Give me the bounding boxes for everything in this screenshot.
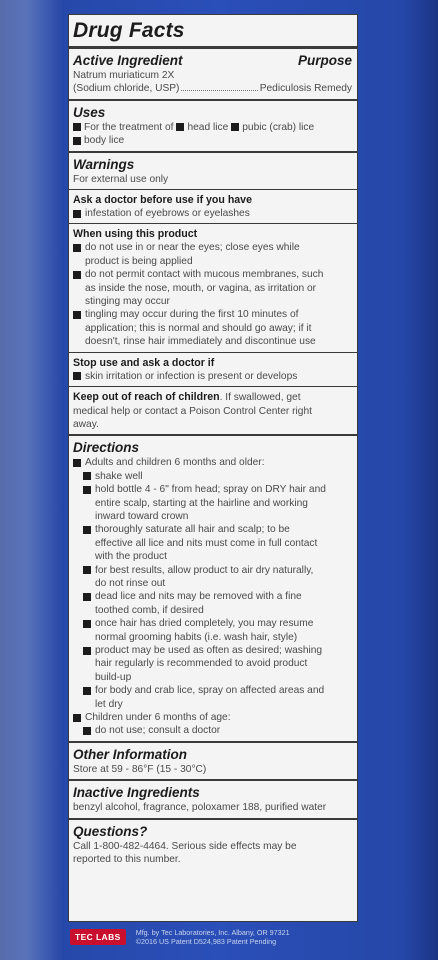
list-item-text: product is being applied xyxy=(85,255,193,267)
list-item-text: effective all lice and nits must come in full contact xyxy=(95,537,318,549)
keep-line xyxy=(73,390,352,404)
active-ingredient-row xyxy=(73,82,352,95)
bullet-square xyxy=(73,137,81,145)
list-item-text: product may be used as often as desired; washing xyxy=(95,645,323,656)
directions-heading: Directions xyxy=(73,440,140,456)
uses-item: pubic (crab) lice xyxy=(242,121,315,133)
list-item-text: inward toward crown xyxy=(95,510,189,522)
list-item xyxy=(73,308,352,348)
inactive-ingredients-heading: Inactive Ingredients xyxy=(73,785,200,801)
when-using-heading: When using this product xyxy=(73,228,198,241)
active-ingredient-heading: Active Ingredient xyxy=(73,53,183,68)
directions-section xyxy=(69,436,357,743)
list-item-text: skin irritation or infection is present or develops xyxy=(85,370,298,382)
drug-facts-title: Drug Facts xyxy=(73,19,185,42)
package-edge-highlight xyxy=(0,0,64,960)
external-use-text: For external use only xyxy=(73,173,169,185)
list-item xyxy=(83,724,352,737)
active-ingredient-section xyxy=(69,49,357,101)
list-item-text: do not permit contact with mucous membranes, such xyxy=(85,269,324,281)
warnings-heading: Warnings xyxy=(73,156,135,172)
bullet-square xyxy=(73,459,81,467)
bullet-square xyxy=(83,647,91,655)
manufacturer-line: Mfg. by Tec Laboratories, Inc. Albany, OR 97321 xyxy=(135,928,290,937)
list-item-text: let dry xyxy=(95,698,123,710)
list-item-body xyxy=(95,523,317,563)
list-item-text: for best results, allow product to air dry naturally, xyxy=(95,564,314,576)
list-item-text: toothed comb, if desired xyxy=(95,604,204,616)
active-heading-row xyxy=(73,52,352,69)
list-item xyxy=(83,644,352,684)
children-directions-list xyxy=(73,724,352,737)
bullet-square xyxy=(83,566,91,574)
keep-text: away. xyxy=(73,418,99,430)
drug-facts-header xyxy=(69,15,357,49)
bullet-square xyxy=(73,244,81,252)
bullet-square xyxy=(73,271,81,279)
when-using-section xyxy=(69,224,357,352)
list-item-text: do not use in or near the eyes; close eyes while xyxy=(85,242,300,254)
bullet-square xyxy=(83,687,91,695)
list-item xyxy=(83,483,352,523)
inactive-ingredients-section xyxy=(69,781,357,819)
list-item xyxy=(83,470,352,483)
adult-directions-list xyxy=(73,470,352,711)
bullet-square xyxy=(73,714,81,722)
adults-label: Adults and children 6 months and older: xyxy=(85,457,265,469)
stop-use-section xyxy=(69,353,357,387)
inactive-ingredients-text: benzyl alcohol, fragrance, poloxamer 188, purified water xyxy=(73,802,327,814)
list-item-body xyxy=(95,470,143,483)
uses-intro: For the treatment of xyxy=(84,121,174,133)
list-item-text: shake well xyxy=(95,470,143,482)
list-item-text: tingling may occur during the first 10 minutes of xyxy=(85,309,299,321)
bullet-square xyxy=(83,620,91,628)
questions-text: reported to this number. xyxy=(73,854,181,866)
list-item-text: infestation of eyebrows or eyelashes xyxy=(85,208,250,220)
list-item-body xyxy=(95,617,313,644)
list-item xyxy=(83,590,352,617)
bullet-square xyxy=(176,123,184,131)
list-item-text: thoroughly saturate all hair and scalp; to be xyxy=(95,524,290,536)
manufacturer-info xyxy=(136,928,290,946)
list-item-text: normal grooming habits (i.e. wash hair, style) xyxy=(95,631,298,643)
uses-item: body lice xyxy=(84,135,125,147)
list-item xyxy=(73,268,352,308)
ask-doctor-section xyxy=(69,190,357,224)
patent-line: ©2016 US Patent D524,983 Patent Pending xyxy=(135,937,277,946)
active-ingredient-usp: (Sodium chloride, USP) xyxy=(73,83,180,95)
bullet-square xyxy=(73,311,81,319)
drug-facts-panel xyxy=(68,14,358,922)
bullet-square xyxy=(83,526,91,534)
list-item-text: entire scalp, starting at the hairline and working xyxy=(95,497,308,509)
bullet-square xyxy=(73,123,81,131)
list-item-body xyxy=(95,564,313,591)
list-item xyxy=(73,370,352,383)
bullet-square xyxy=(83,727,91,735)
ask-doctor-heading: Ask a doctor before use if you have xyxy=(73,194,252,207)
other-information-heading: Other Information xyxy=(73,746,187,762)
bullet-square xyxy=(231,123,239,131)
uses-line xyxy=(73,121,352,134)
list-item-body xyxy=(85,241,300,268)
storage-text: Store at 59 - 86°F (15 - 30°C) xyxy=(73,763,207,775)
purpose-text: Pediculosis Remedy xyxy=(259,83,352,95)
list-item-text: once hair has dried completely, you may resume xyxy=(95,618,314,630)
list-item xyxy=(73,241,352,268)
list-item xyxy=(73,711,352,724)
list-item-text: with the product xyxy=(95,551,167,563)
bullet-square xyxy=(83,472,91,480)
list-item xyxy=(83,617,352,644)
list-item-body xyxy=(95,684,324,711)
list-item-body xyxy=(95,590,302,617)
list-item xyxy=(83,564,352,591)
list-item xyxy=(73,207,352,220)
list-item-text: application; this is normal and should go away; if it xyxy=(85,322,312,334)
keep-heading: Keep out of reach of children xyxy=(73,391,220,404)
other-information-section xyxy=(69,743,357,781)
list-item-text: as inside the nose, mouth, or vagina, as irritation or xyxy=(85,282,317,294)
list-item-body xyxy=(95,483,326,523)
list-item-text: stinging may occur xyxy=(85,296,170,308)
purpose-heading: Purpose xyxy=(297,53,352,68)
keep-out-of-reach-section xyxy=(69,387,357,436)
warnings-section xyxy=(69,153,357,190)
bullet-square xyxy=(83,486,91,494)
keep-text: medical help or contact a Poison Control Center right xyxy=(73,405,312,417)
list-item-text: dead lice and nits may be removed with a fine xyxy=(95,591,302,603)
package-footer xyxy=(68,922,358,952)
tec-labs-logo: TEC LABS xyxy=(70,929,126,945)
questions-text: Call 1-800-482-4464. Serious side effects may be xyxy=(73,840,297,852)
list-item-text: hair regularly is recommended to avoid product xyxy=(95,658,308,670)
list-item-body xyxy=(95,644,322,684)
list-item-text: hold bottle 4 - 6" from head; spray on DRY hair and xyxy=(95,484,326,496)
questions-heading: Questions? xyxy=(73,823,148,839)
uses-line xyxy=(73,134,352,147)
list-item-body xyxy=(85,308,316,348)
list-item xyxy=(83,523,352,563)
leader-dots xyxy=(181,90,257,91)
list-item-text: doesn't, rinse hair immediately and discontinue use xyxy=(85,336,316,348)
bullet-square xyxy=(73,372,81,380)
stop-use-heading: Stop use and ask a doctor if xyxy=(73,356,215,369)
list-item-body xyxy=(85,268,323,308)
bullet-square xyxy=(73,210,81,218)
bullet-square xyxy=(83,593,91,601)
uses-item: head lice xyxy=(187,121,229,133)
list-item-text: do not rinse out xyxy=(95,577,166,589)
keep-text: . If swallowed, get xyxy=(219,392,301,404)
list-item xyxy=(83,684,352,711)
uses-heading: Uses xyxy=(73,104,106,120)
list-item xyxy=(73,456,352,469)
list-item-text: for body and crab lice, spray on affected areas and xyxy=(95,685,325,697)
list-item-text: do not use; consult a doctor xyxy=(95,725,221,737)
uses-section xyxy=(69,101,357,153)
children-label: Children under 6 months of age: xyxy=(85,712,231,724)
active-ingredient-name: Natrum muriaticum 2X xyxy=(73,70,175,81)
questions-section xyxy=(69,820,357,870)
list-item-text: build-up xyxy=(95,671,132,683)
